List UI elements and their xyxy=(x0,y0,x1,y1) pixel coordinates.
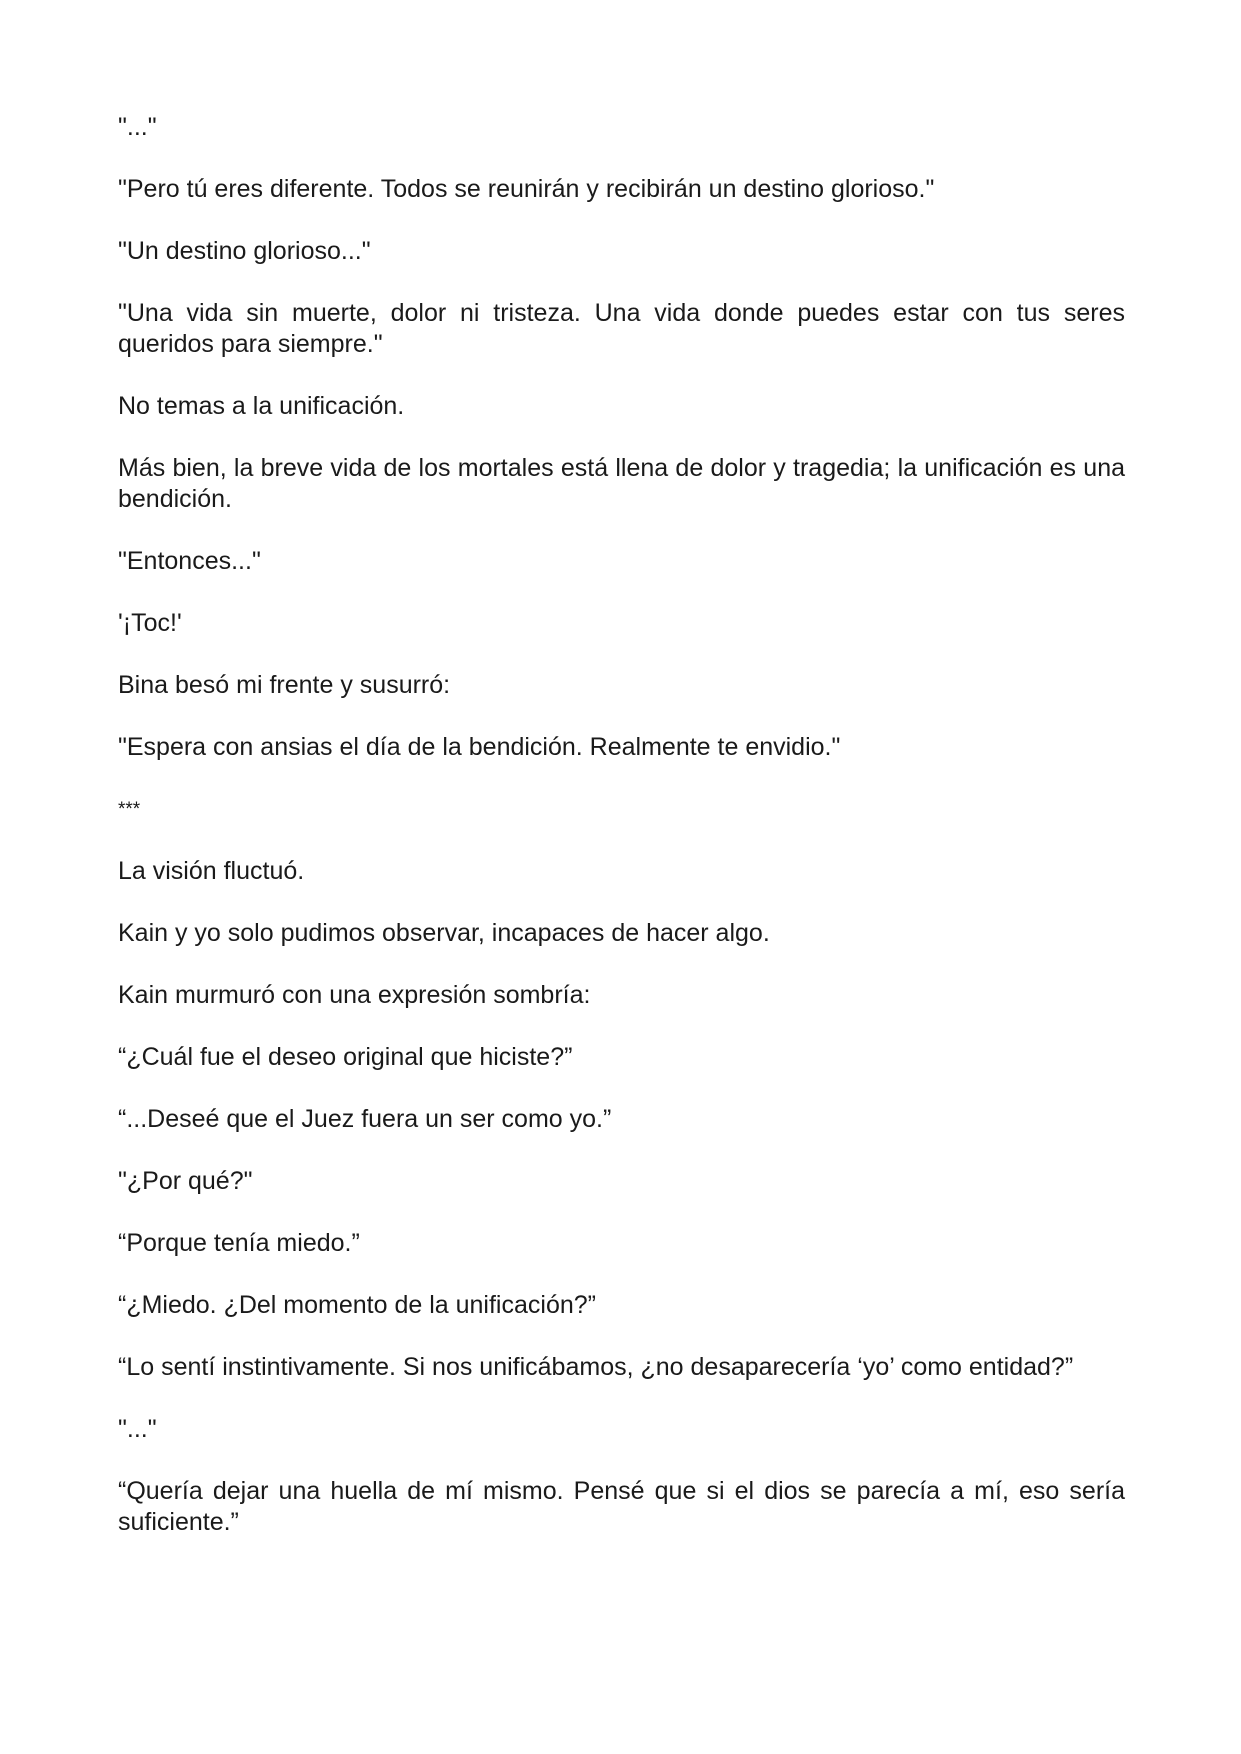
paragraph-15: “¿Cuál fue el deseo original que hiciste?” xyxy=(118,1043,573,1071)
paragraph-10: "Espera con ansias el día de la bendición. Realmente te envidio." xyxy=(118,733,841,761)
paragraph-2: "Pero tú eres diferente. Todos se reunirán y recibirán un destino glorioso." xyxy=(118,175,935,203)
paragraph-6: Más bien, la breve vida de los mortales está llena de dolor y tragedia; la unificación es una bendición. xyxy=(118,454,1125,513)
paragraph-16: “...Deseé que el Juez fuera un ser como yo.” xyxy=(118,1105,612,1133)
scene-break: *** xyxy=(118,799,141,820)
paragraph-1: "..." xyxy=(118,113,157,141)
paragraph-7: "Entonces..." xyxy=(118,547,261,575)
paragraph-20: “Lo sentí instintivamente. Si nos unificábamos, ¿no desaparecería ‘yo’ como entidad?” xyxy=(118,1353,1074,1381)
paragraph-13: Kain y yo solo pudimos observar, incapaces de hacer algo. xyxy=(118,919,770,947)
document-body xyxy=(118,112,1125,1569)
paragraph-9: Bina besó mi frente y susurró: xyxy=(118,671,451,699)
paragraph-5: No temas a la unificación. xyxy=(118,392,405,420)
paragraph-3: "Un destino glorioso..." xyxy=(118,237,371,265)
paragraph-17: "¿Por qué?" xyxy=(118,1167,253,1195)
paragraph-12: La visión fluctuó. xyxy=(118,857,305,885)
paragraph-22: “Quería dejar una huella de mí mismo. Pensé que si el dios se parecía a mí, eso sería suficiente.” xyxy=(118,1477,1125,1536)
paragraph-18: “Porque tenía miedo.” xyxy=(118,1229,360,1257)
paragraph-21: "..." xyxy=(118,1415,157,1443)
paragraph-4: "Una vida sin muerte, dolor ni tristeza. Una vida donde puedes estar con tus seres queridos para siempre." xyxy=(118,299,1125,358)
paragraph-19: “¿Miedo. ¿Del momento de la unificación?” xyxy=(118,1291,596,1319)
paragraph-14: Kain murmuró con una expresión sombría: xyxy=(118,981,591,1009)
paragraph-8: '¡Toc!' xyxy=(118,609,182,637)
